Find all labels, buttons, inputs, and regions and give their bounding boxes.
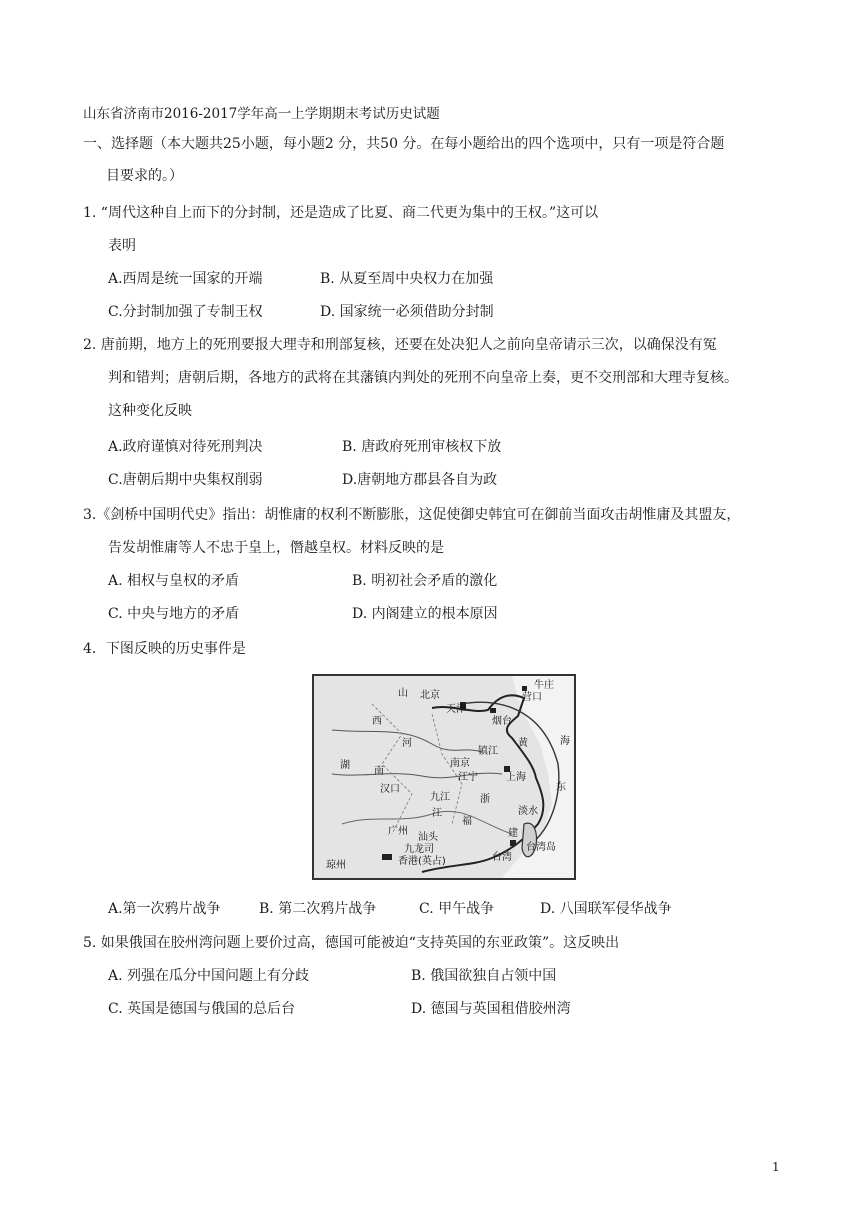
map-label: 九龙司 [404, 844, 434, 855]
map-label: 浙 [480, 794, 490, 805]
china-coast-map [312, 674, 576, 880]
map-label: 河 [402, 738, 412, 749]
q3-option-b: B. 明初社会矛盾的激化 [352, 573, 498, 589]
question-4-stem: 4．下图反映的历史事件是 [83, 641, 246, 657]
q5-option-a: A. 列强在瓜分中国问题上有分歧 [108, 968, 310, 984]
map-label: 广州 [388, 826, 408, 837]
question-2-stem-cont2: 这种变化反映 [108, 403, 192, 419]
map-label: 琼州 [326, 860, 346, 871]
map-label: 江宁 [458, 772, 478, 783]
q4-option-b: B. 第二次鸦片战争 [259, 901, 377, 917]
question-1-stem-cont: 表明 [108, 238, 136, 254]
q5-option-d: D. 德国与英国租借胶州湾 [411, 1001, 571, 1017]
exam-title: 山东省济南市2016-2017学年高一上学期期末考试历史试题 [83, 106, 440, 122]
q3-option-d: D. 内阁建立的根本原因 [352, 606, 498, 622]
map-label: 湖 [340, 760, 350, 771]
map-label: 汉口 [380, 784, 400, 795]
map-label: 台湾岛 [526, 842, 556, 853]
q2-option-a: A.政府谨慎对待死刑判决 [108, 439, 263, 455]
map-label: 江 [432, 808, 442, 819]
map-label: 黄 [518, 738, 528, 749]
section-heading: 一、选择题（本大题共25小题，每小题2 分，共50 分。在每小题给出的四个选项中，只有一项是符合题 [83, 136, 725, 152]
q5-option-b: B. 俄国欲独自占领中国 [411, 968, 557, 984]
map-label: 南 [374, 766, 384, 777]
q4-option-a: A.第一次鸦片战争 [108, 901, 221, 917]
page-number: 1 [772, 1160, 780, 1174]
map-label: 香港(英占) [398, 856, 446, 867]
q4-option-c: C. 甲午战争 [419, 901, 495, 917]
map-label: 北京 [420, 690, 440, 701]
map-label: 营口 [522, 692, 542, 703]
question-5-stem: 5. 如果俄国在胶州湾问题上要价过高，德国可能被迫“支持英国的东亚政策”。这反映出 [83, 935, 620, 951]
q1-option-d: D. 国家统一必须借助分封制 [320, 304, 494, 320]
map-label: 南京 [450, 758, 470, 769]
q3-option-c: C. 中央与地方的矛盾 [108, 606, 240, 622]
map-label: 镇江 [478, 746, 498, 757]
map-label: 东 [556, 782, 566, 793]
q1-option-b: B. 从夏至周中央权力在加强 [320, 271, 494, 287]
q3-option-a: A. 相权与皇权的矛盾 [108, 573, 240, 589]
map-label: 山 [398, 688, 408, 699]
q5-option-c: C. 英国是德国与俄国的总后台 [108, 1001, 296, 1017]
question-2-stem-cont: 判和错判；唐朝后期，各地方的武将在其藩镇内判处的死刑不向皇帝上奏，更不交刑部和大理寺复核。 [108, 370, 738, 386]
map-label: 建 [508, 828, 518, 839]
map-label: 汕头 [418, 832, 438, 843]
map-label: 九江 [430, 792, 450, 803]
q1-option-c: C.分封制加强了专制王权 [108, 304, 263, 320]
section-heading-cont: 目要求的。） [106, 168, 183, 184]
map-label: 西 [372, 716, 382, 727]
question-3-stem: 3.《剑桥中国明代史》指出：胡惟庸的权利不断膨胀，这促使御史韩宜可在御前当面攻击胡惟庸及其盟友， [83, 507, 741, 523]
map-label: 淡水 [518, 806, 538, 817]
q4-option-d: D. 八国联军侵华战争 [540, 901, 672, 917]
question-2-stem: 2. 唐前期，地方上的死刑要报大理寺和刑部复核，还要在处决犯人之前向皇帝请示三次，以确保没有冤 [83, 337, 717, 353]
question-1-stem: 1. “周代这种自上而下的分封制，还是造成了比夏、商二代更为集中的王权。”这可以 [83, 205, 599, 221]
map-label: 海 [560, 736, 570, 747]
map-label: 台湾 [492, 852, 512, 863]
map-label: 天津 [446, 704, 466, 715]
q2-option-d: D.唐朝地方郡县各自为政 [342, 472, 498, 488]
map-label: 烟台 [492, 716, 512, 727]
question-3-stem-cont: 告发胡惟庸等人不忠于皇上，僭越皇权。材料反映的是 [108, 540, 444, 556]
q2-option-b: B. 唐政府死刑审核权下放 [342, 439, 502, 455]
map-label: 上海 [506, 772, 526, 783]
q1-option-a: A.西周是统一国家的开端 [108, 271, 263, 287]
q2-option-c: C.唐朝后期中央集权削弱 [108, 472, 263, 488]
map-label: 福 [462, 816, 472, 827]
map-label: 牛庄 [534, 680, 554, 691]
